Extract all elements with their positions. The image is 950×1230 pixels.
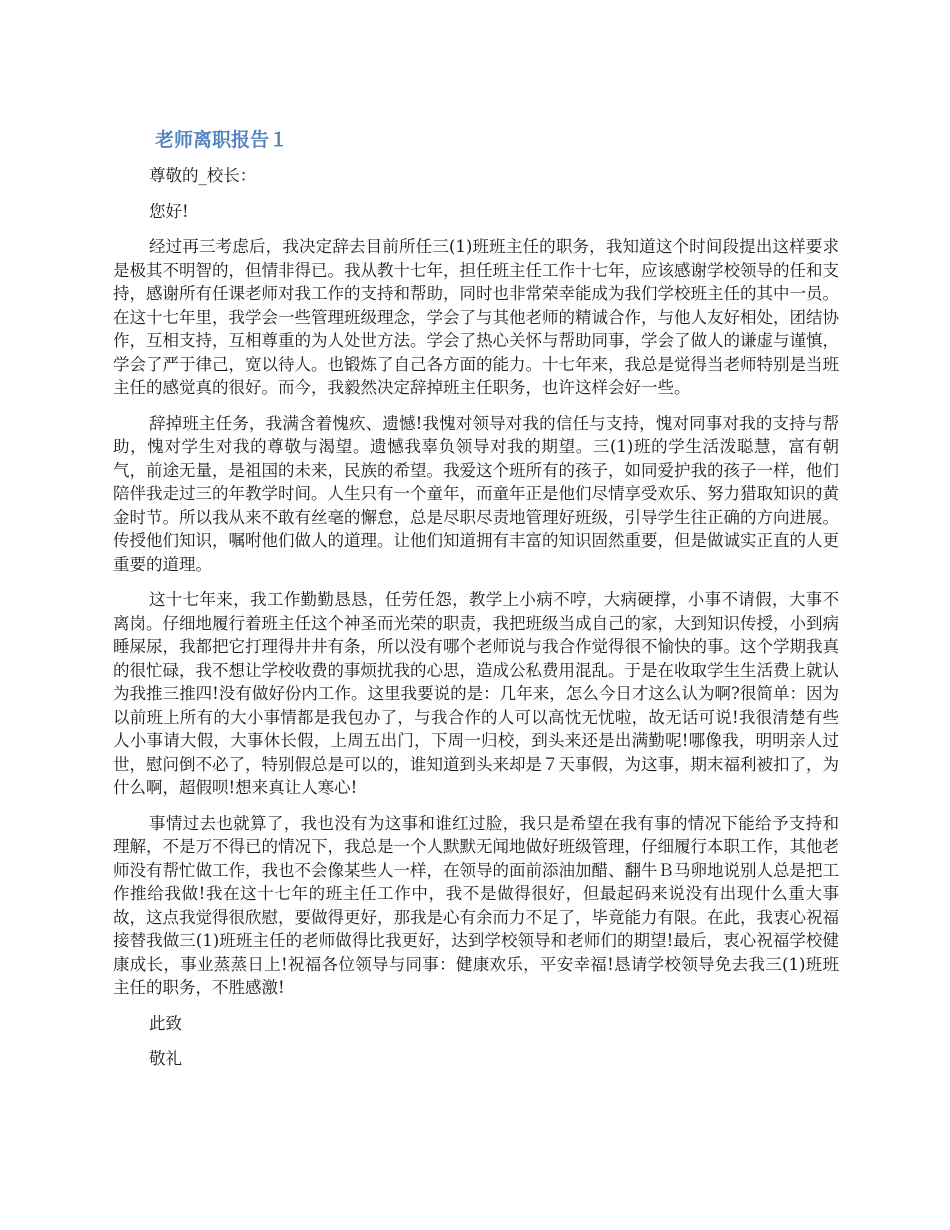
paragraph-2: 辞掉班主任务，我满含着愧疚、遗憾!我愧对领导对我的信任与支持，愧对同事对我的支持与帮助，愧对学生对我的尊敬与渴望。遗憾我辜负领导对我的期望。三(1)班的学生活泼聪慧，富有朝气，前途无量，是祖国的未来，民族的希望。我爱这个班所有的孩子，如同爱护我的孩子一样，他们陪伴我走过三的年教学时间。人生只有一个童年，而童年正是他们尽情享受欢乐、努力猎取知识的黄金时节。所以我从来不敢有丝毫的懈怠，总是尽职尽责地管理好班级，引导学生往正确的方向进展。传授他们知识，嘱咐他们做人的道理。让他们知道拥有丰富的知识固然重要，但是做诚实正直的人更重要的道理。 bbox=[113, 413, 839, 574]
paragraph-4: 事情过去也就算了，我也没有为这事和谁红过脸，我只是希望在我有事的情况下能给予支持和理解，不是万不得已的情况下，我总是一个人默默无闻地做好班级管理，仔细履行本职工作，其他老师没有帮忙做工作，我也不会像某些人一样，在领导的面前添油加醋、翻牛Ｂ马卵地说别人总是把工作推给我做!我在这十七年的班主任工作中，我不是做得很好，但最起码来说没有出现什么重大事故，这点我觉得很欣慰，要做得更好，那我是心有余而力不足了，毕竟能力有限。在此，我衷心祝福接替我做三(1)班班主任的老师做得比我更好，达到学校领导和老师们的期望!最后，衷心祝福学校健康成长，事业蒸蒸日上!祝福各位领导与同事：健康欢乐，平安幸福!恳请学校领导免去我三(1)班班主任的职务，不胜感激! bbox=[113, 813, 839, 997]
greeting: 您好! bbox=[149, 201, 189, 221]
closing-ci-zhi: 此致 bbox=[149, 1013, 182, 1033]
document-title: 老师离职报告１ bbox=[155, 129, 289, 151]
document-body bbox=[113, 126, 839, 1083]
closing-jing-li: 敬礼 bbox=[149, 1049, 182, 1068]
paragraph-1: 经过再三考虑后，我决定辞去目前所任三(1)班班主任的职务，我知道这个时间段提出这样要求是极其不明智的，但情非得已。我从教十七年，担任班主任工作十七年，应该感谢学校领导的任和支持，感谢所有任课老师对我工作的支持和帮助，同时也非常荣幸能成为我们学校班主任的其中一员。在这十七年里，我学会一些管理班级理念，学会了与其他老师的精诚合作，与他人友好相处，团结协作，互相支持，互相尊重的为人处世方法。学会了热心关怀与帮助同事，学会了做人的谦虚与谨慎，学会了严于律己，宽以待人。也锻炼了自己各方面的能力。十七年来，我总是觉得当老师特别是当班主任的感觉真的很好。而今，我毅然决定辞掉班主任职务，也许这样会好一些。 bbox=[113, 237, 839, 397]
salutation: 尊敬的_校长： bbox=[149, 166, 257, 185]
paragraph-3: 这十七年来，我工作勤勤恳恳，任劳任怨，教学上小病不哼，大病硬撑，小事不请假，大事不离岗。仔细地履行着班主任这个神圣而光荣的职责，我把班级当成自己的家，大到知识传授，小到病睡屎尿，我都把它打理得井井有条，所以没有哪个老师说与我合作觉得很不愉快的事。这个学期我真的很忙碌，我不想让学校收费的事烦扰我的心思，造成公私费用混乱。于是在收取学生生活费上就认为我推三推四!没有做好份内工作。这里我要说的是：几年来，怎么今日才这么认为啊?很简单：因为以前班上所有的大小事情都是我包办了，与我合作的人可以高忱无忧啦，故无话可说!我很清楚有些人小事请大假，大事休长假，上周五出门，下周一归校，到头来还是出满勤呢!哪像我，明明亲人过世，慰问倒不必了，特别假总是可以的，谁知道到头来却是７天事假，为这事，期末福利被扣了，为什么啊，超假呗!想来真让人寒心! bbox=[113, 590, 839, 797]
